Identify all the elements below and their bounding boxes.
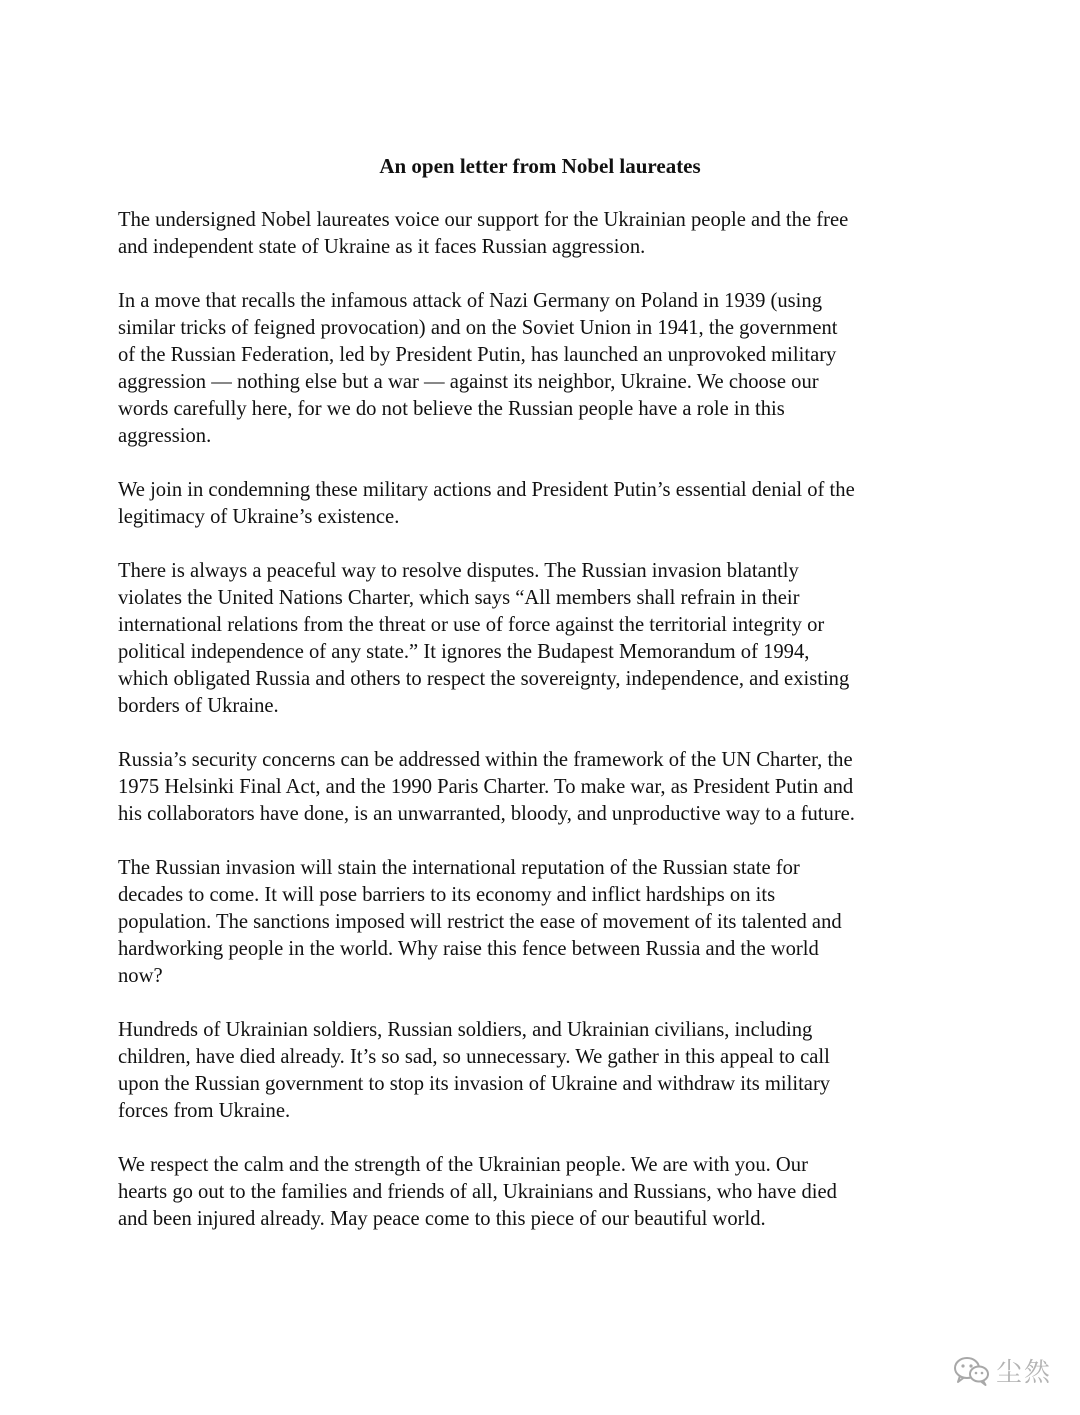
paragraph-7: Hundreds of Ukrainian soldiers, Russian soldiers, and Ukrainian civilians, including children, have died already. It’s so sad, so unnecessary. We gather in this appeal to call upon the Russian government to stop its invasion of Ukraine and withdraw its military forces from Ukraine. (118, 1019, 831, 1122)
wechat-icon (952, 1355, 992, 1387)
paragraph-2: In a move that recalls the infamous attack of Nazi Germany on Poland in 1939 (using similar tricks of feigned provocation) and on the Soviet Union in 1941, the government of the Russian Federation, led by President Putin, has launched an unprovoked military aggression — nothing else but a war — against its neighbor, Ukraine. We choose our words carefully here, for we do not believe the Russian people have a role in this aggression. (118, 290, 838, 447)
watermark-text: 尘然 (996, 1358, 1053, 1388)
paragraph-5: Russia’s security concerns can be addressed within the framework of the UN Charter, the 1975 Helsinki Final Act, and the 1990 Paris Charter. To make war, as President Putin and his collaborators have done, is an unwarranted, bloody, and unproductive way to a future. (118, 749, 855, 825)
watermark (952, 1352, 1052, 1389)
letter-body (118, 207, 968, 1260)
paragraph-3: We join in condemning these military actions and President Putin’s essential denial of the legitimacy of Ukraine’s existence. (118, 479, 855, 528)
letter-title: An open letter from Nobel laureates (379, 154, 701, 178)
paragraph-1: The undersigned Nobel laureates voice our support for the Ukrainian people and the free and independent state of Ukraine as it faces Russian aggression. (118, 209, 849, 258)
paragraph-6: The Russian invasion will stain the international reputation of the Russian state for decades to come. It will pose barriers to its economy and inflict hardships on its population. The sanctions imposed will restrict the ease of movement of its talented and hardworking people in the world. Why raise this fence between Russia and the world now? (118, 857, 842, 987)
paragraph-4: There is always a peaceful way to resolve disputes. The Russian invasion blatantly violates the United Nations Charter, which says “All members shall refrain in their international relations from the threat or use of force against the territorial integrity or political independence of any state.” It ignores the Budapest Memorandum of 1994, which obligated Russia and others to respect the sovereignty, independence, and existing borders of Ukraine. (118, 560, 850, 717)
paragraph-8: We respect the calm and the strength of the Ukrainian people. We are with you. Our hearts go out to the families and friends of all, Ukrainians and Russians, who have died and been injured already. May peace come to this piece of our beautiful world. (118, 1154, 837, 1230)
